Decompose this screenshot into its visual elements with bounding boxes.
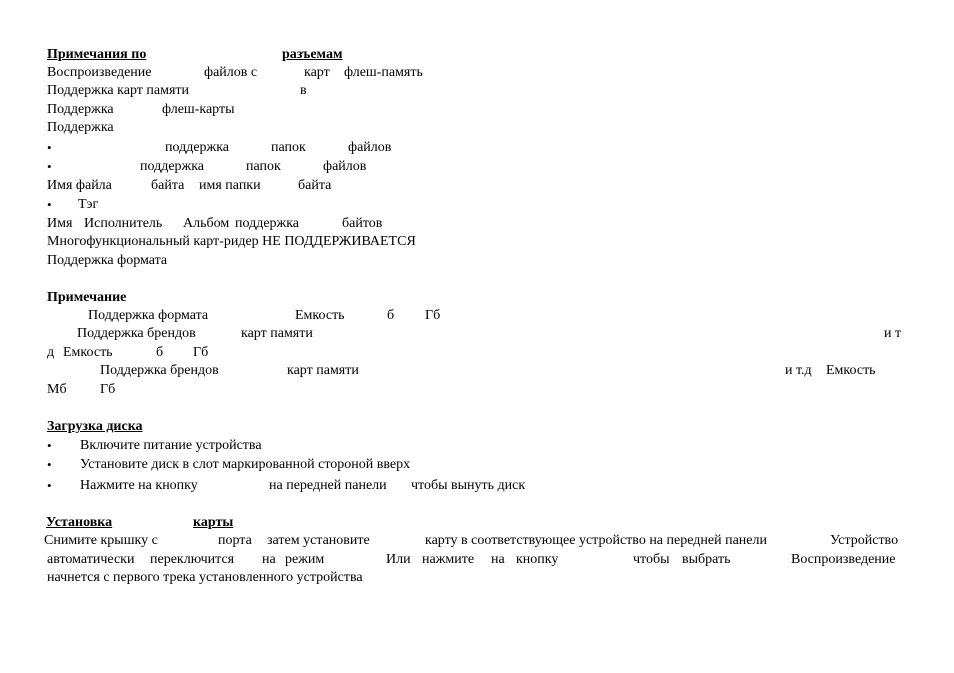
text-fragment: чтобы xyxy=(633,552,670,567)
text-fragment: Поддержка брендов xyxy=(77,326,196,341)
text-fragment: Нажмите на кнопку xyxy=(80,478,198,493)
bullet-icon: • xyxy=(47,457,52,472)
text-fragment: Мб xyxy=(47,382,67,397)
text-fragment: байтов xyxy=(342,216,383,231)
text-fragment: байта xyxy=(298,178,332,193)
text-fragment: и т.д xyxy=(785,363,812,378)
text-fragment: Имя файла xyxy=(47,178,112,193)
text-fragment: поддержка xyxy=(165,140,230,155)
text-fragment: поддержка xyxy=(235,216,300,231)
text-fragment: карту в соответствующее устройство на передней панели xyxy=(425,533,767,548)
text-fragment: Тэг xyxy=(78,197,99,212)
text-fragment: порта xyxy=(218,533,252,548)
text-fragment: выбрать xyxy=(682,552,731,567)
text-fragment: чтобы вынуть диск xyxy=(411,478,526,493)
text-fragment: Многофункциональный карт-ридер НЕ ПОДДЕРЖИВАЕТСЯ xyxy=(47,234,416,249)
connector-notes-title-gap xyxy=(163,47,282,63)
card-install-title-part2: карты xyxy=(193,515,234,530)
text-fragment: на xyxy=(491,552,505,567)
text-fragment: автоматически xyxy=(47,552,135,567)
connector-notes-title-part1: Примечания по xyxy=(47,47,147,62)
disc-loading-title: Загрузка диска xyxy=(47,419,143,434)
bullet-icon: • xyxy=(47,159,52,174)
text-fragment: на xyxy=(262,552,276,567)
list-item: Включите питание устройства xyxy=(80,438,262,453)
text-fragment: флеш-карты xyxy=(162,102,235,117)
text-fragment: файлов с xyxy=(204,65,258,80)
text-fragment: байта xyxy=(151,178,185,193)
text-fragment: кнопку xyxy=(516,552,559,567)
note-title: Примечание xyxy=(47,290,127,305)
text-fragment: Альбом xyxy=(183,216,230,231)
text-fragment: Поддержка карт памяти xyxy=(47,83,189,98)
text-fragment: карт xyxy=(304,65,330,80)
text-fragment: Поддержка формата xyxy=(47,253,168,268)
text-fragment: флеш-память xyxy=(344,65,423,80)
text-fragment: Имя xyxy=(47,216,73,231)
text-fragment: и т xyxy=(884,326,902,341)
list-item: Установите диск в слот маркированной стороной вверх xyxy=(80,457,411,472)
text-fragment: начнется с первого трека установленного устройства xyxy=(47,570,363,585)
text-fragment: в xyxy=(300,83,307,98)
text-fragment: на передней панели xyxy=(269,478,387,493)
bullet-icon: • xyxy=(47,438,52,453)
text-fragment: Емкость xyxy=(63,345,113,360)
text-fragment: Поддержка формата xyxy=(88,308,209,323)
bullet-icon: • xyxy=(47,197,52,212)
bullet-icon: • xyxy=(47,478,52,493)
text-fragment: затем установите xyxy=(267,533,370,548)
text-fragment: Поддержка брендов xyxy=(100,363,219,378)
text-fragment: Воспроизведение xyxy=(47,65,152,80)
connector-notes-title-part2: разъемам xyxy=(282,47,343,62)
text-fragment: Исполнитель xyxy=(84,216,163,231)
text-fragment: Гб xyxy=(193,345,209,360)
card-install-title-gap xyxy=(123,515,193,531)
text-fragment: нажмите xyxy=(422,552,475,567)
card-install-title-part1: Установка xyxy=(46,515,113,530)
text-fragment: Емкость xyxy=(826,363,876,378)
text-fragment: папок xyxy=(246,159,281,174)
text-fragment: Поддержка xyxy=(47,120,114,135)
text-fragment: Снимите крышку с xyxy=(44,533,158,548)
text-fragment: переключится xyxy=(150,552,235,567)
text-fragment: Устройство xyxy=(830,533,899,548)
text-fragment: имя папки xyxy=(199,178,261,193)
text-fragment: б xyxy=(156,345,164,360)
text-fragment: Гб xyxy=(425,308,441,323)
text-fragment: Гб xyxy=(100,382,116,397)
text-fragment: Емкость xyxy=(295,308,345,323)
text-fragment: Воспроизведение xyxy=(791,552,896,567)
text-fragment: карт памяти xyxy=(241,326,313,341)
bullet-icon: • xyxy=(47,140,52,155)
text-fragment: файлов xyxy=(323,159,367,174)
text-fragment: поддержка xyxy=(140,159,205,174)
text-fragment: карт памяти xyxy=(287,363,359,378)
text-fragment: д xyxy=(47,345,55,360)
text-fragment: б xyxy=(387,308,395,323)
text-fragment: Или xyxy=(386,552,411,567)
text-fragment: файлов xyxy=(348,140,392,155)
text-fragment: Поддержка xyxy=(47,102,114,117)
text-fragment: папок xyxy=(271,140,306,155)
text-fragment: режим xyxy=(285,552,325,567)
